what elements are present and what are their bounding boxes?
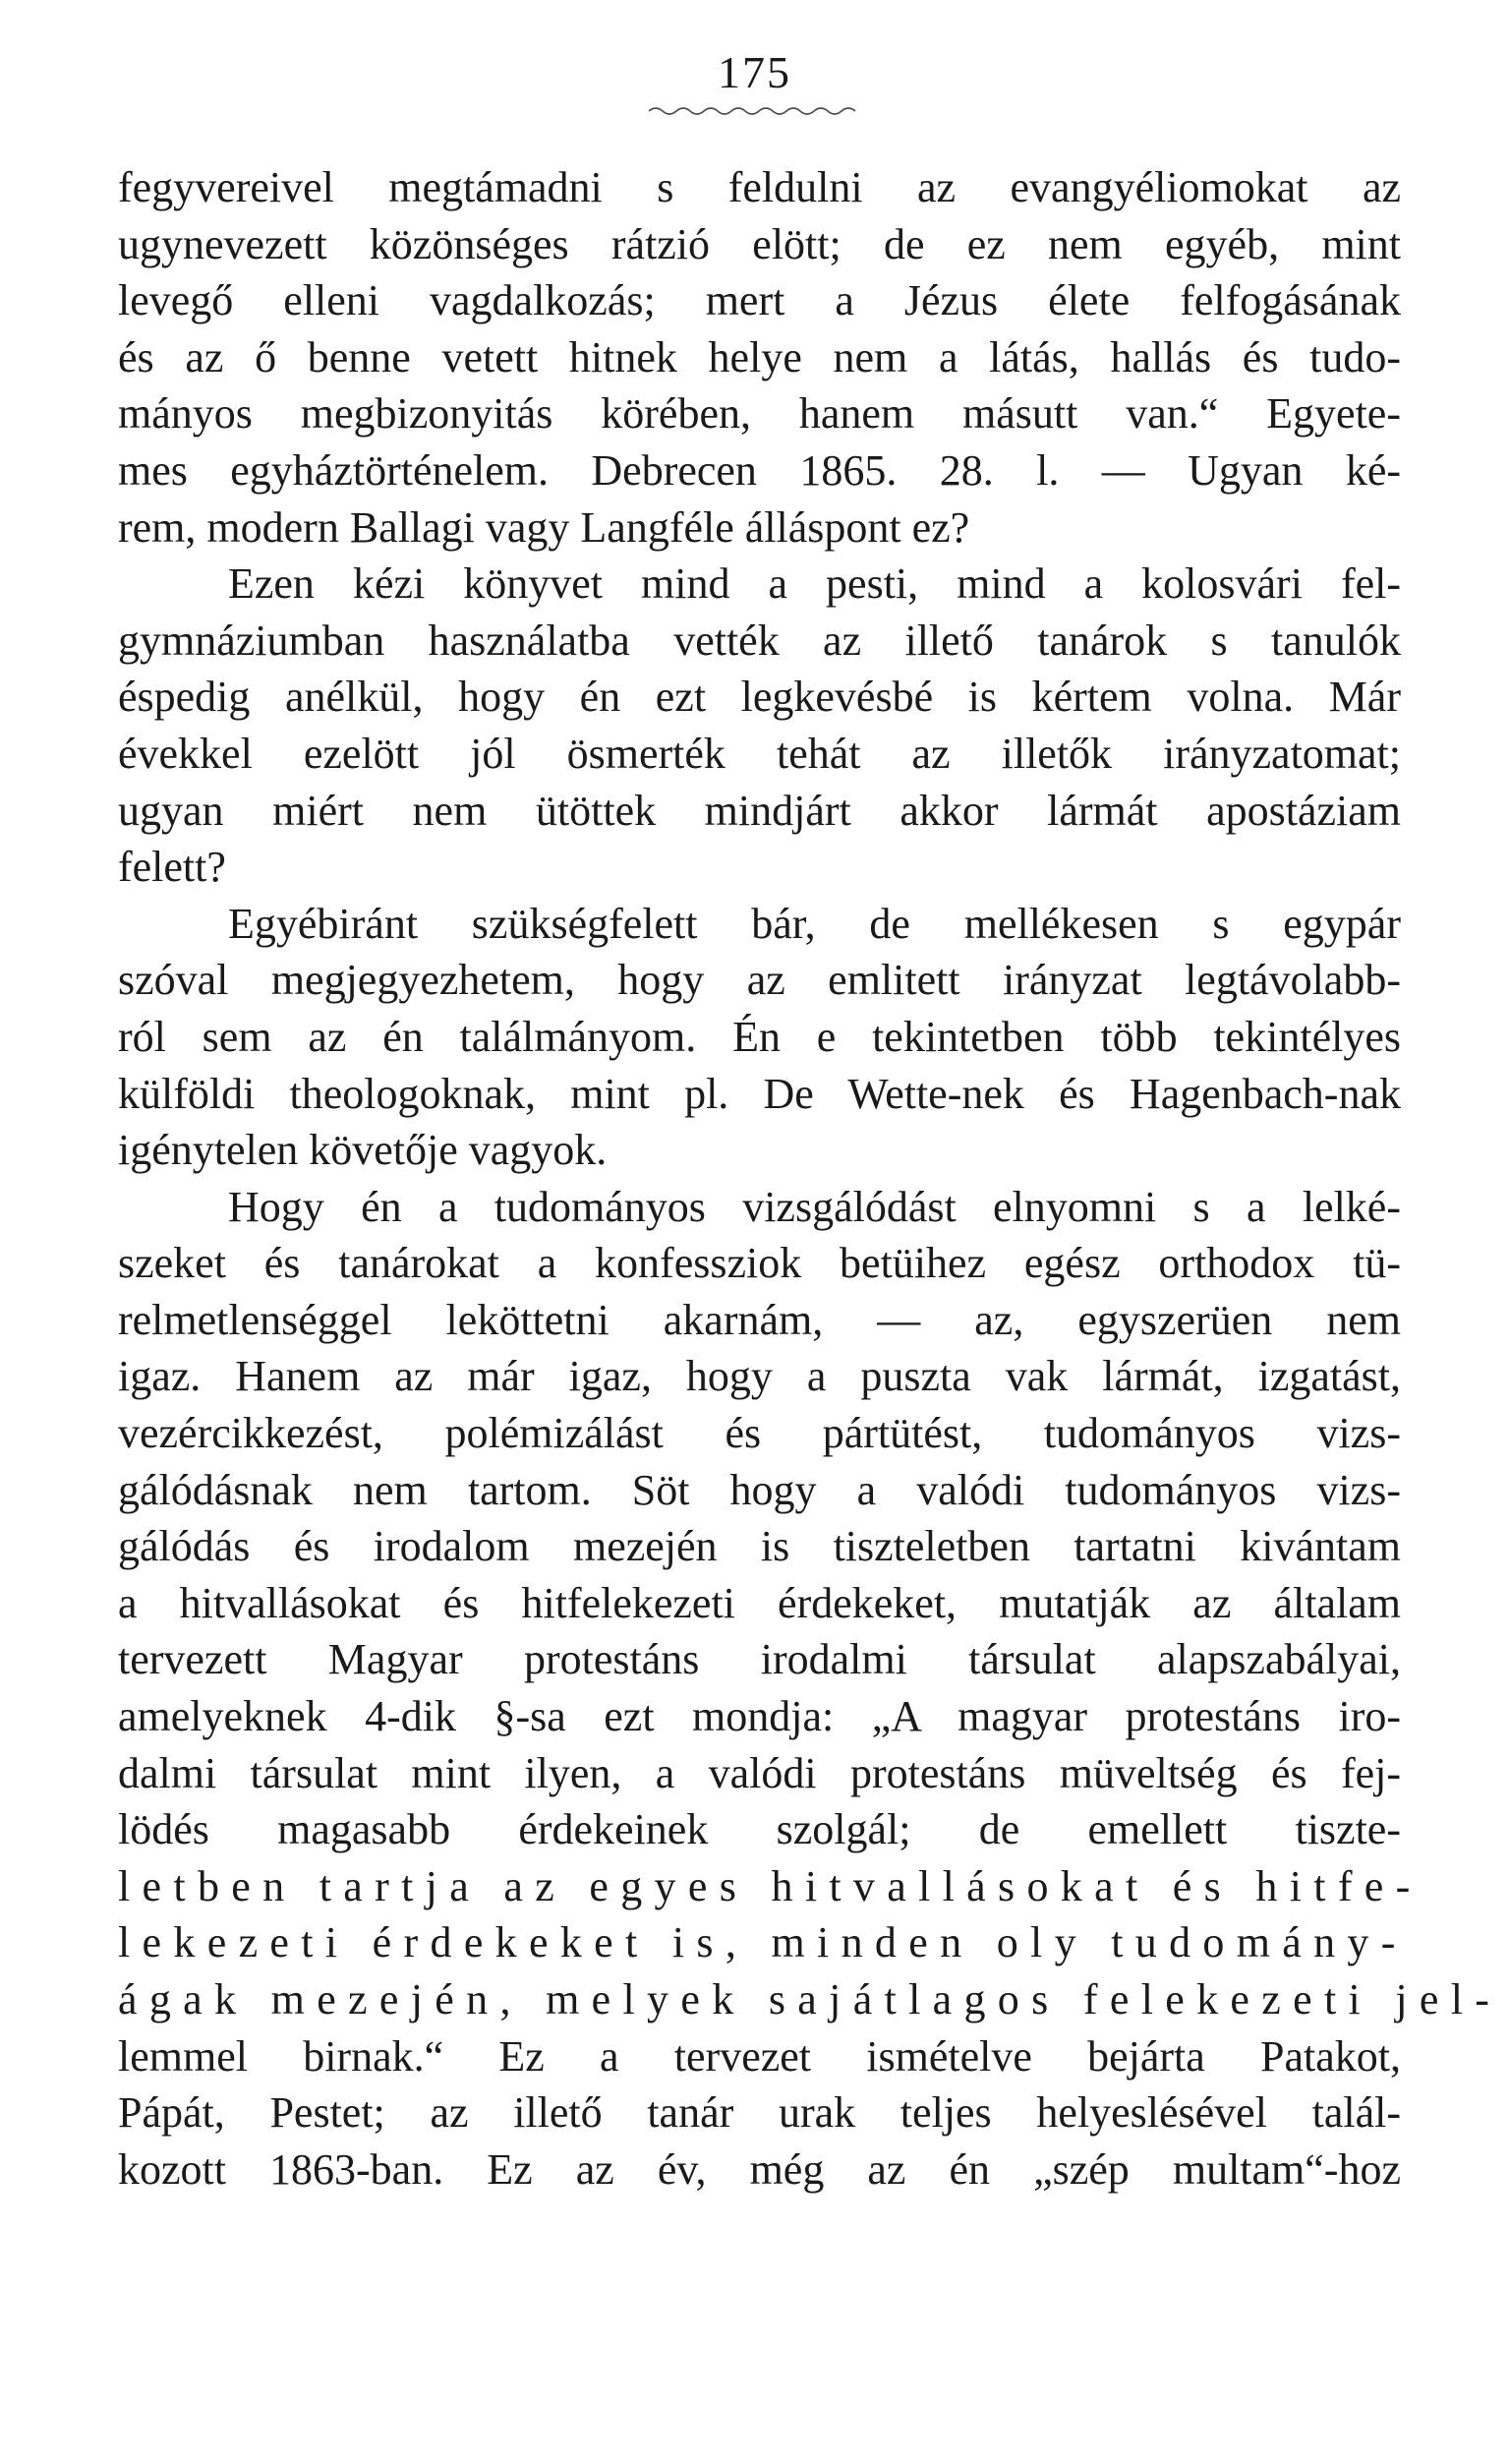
page-header (0, 47, 1509, 118)
page-text (118, 159, 1502, 2198)
text-line: felett? (118, 843, 226, 892)
text-line: dalmi társulat mint ilyen, a valódi protestáns müveltség és fej- (118, 1748, 1401, 1797)
text-line: igaz. Hanem az már igaz, hogy a puszta vak lármát, izgatást, (118, 1352, 1401, 1401)
text-line: kozott 1863-ban. Ez az év, még az én „szép multam“-hoz (118, 2144, 1401, 2194)
text-line: lemmel birnak.“ Ez a tervezet ismételve bejárta Patakot, (118, 2031, 1401, 2081)
text-line: ugynevezett közönséges rátzió elött; de ez nem egyéb, mint (118, 219, 1401, 268)
text-line: ágak mezején, melyek sajátlagos felekezeti jel- (118, 1975, 1502, 2024)
text-line: gymnáziumban használatba vették az illető tanárok s tanulók (118, 616, 1401, 665)
page-number: 175 (718, 47, 791, 97)
text-line: letben tartja az egyes hitvallásokat és hitfe- (118, 1861, 1422, 1910)
text-line: lekezeti érdekeket is, minden oly tudomány- (118, 1918, 1408, 1967)
text-line: éspedig anélkül, hogy én ezt legkevésbé is kértem volna. Már (118, 673, 1401, 722)
text-line: mes egyháztörténelem. Debrecen 1865. 28. l. — Ugyan ké- (118, 445, 1401, 495)
wavy-rule-ornament (647, 104, 863, 118)
text-line: igénytelen követője vagyok. (118, 1126, 608, 1175)
text-line: gálódásnak nem tartom. Söt hogy a valódi tudományos vizs- (118, 1465, 1401, 1514)
text-line: rem, modern Ballagi vagy Langféle álláspont ez? (118, 502, 970, 552)
text-line: szeket és tanárokat a konfessziok betüihez egész orthodox tü- (118, 1239, 1401, 1288)
text-line: fegyvereivel megtámadni s feldulni az evangyéliomokat az (118, 163, 1401, 211)
text-line: mányos megbizonyitás körében, hanem másutt van.“ Egyete- (118, 389, 1401, 439)
text-line: külföldi theologoknak, mint pl. De Wette-nek és Hagenbach-nak (118, 1069, 1401, 1118)
text-line: ról sem az én találmányom. Én e tekintetben több tekintélyes (118, 1012, 1401, 1061)
text-line: lödés magasabb érdekeinek szolgál; de emellett tiszte- (118, 1805, 1401, 1854)
text-line: gálódás és irodalom mezején is tiszteletben tartatni kivántam (118, 1522, 1401, 1571)
text-line: évekkel ezelött jól ösmerték tehát az illetők irányzatomat; (118, 729, 1401, 778)
text-line: Egyébiránt szükségfelett bár, de mellékesen s egypár (228, 899, 1401, 948)
text-line: tervezett Magyar protestáns irodalmi társulat alapszabályai, (118, 1635, 1401, 1684)
text-line: relmetlenséggel leköttetni akarnám, — az, egyszerüen nem (118, 1295, 1401, 1344)
text-line: szóval megjegyezhetem, hogy az emlitett irányzat legtávolabb- (118, 956, 1401, 1005)
text-line: a hitvallásokat és hitfelekezeti érdekeket, mutatják az általam (118, 1578, 1401, 1627)
text-line: és az ő benne vetett hitnek helye nem a látás, hallás és tudo- (118, 332, 1401, 381)
text-line: Ezen kézi könyvet mind a pesti, mind a kolosvári fel- (228, 559, 1401, 609)
text-line: vezércikkezést, polémizálást és pártütést, tudományos vizs- (118, 1409, 1401, 1458)
text-line: ugyan miért nem ütöttek mindjárt akkor lármát apostáziam (118, 786, 1401, 835)
text-line: amelyeknek 4-dik §-sa ezt mondja: „A magyar protestáns iro- (118, 1692, 1401, 1741)
text-line: Pápát, Pestet; az illető tanár urak teljes helyeslésével talál- (118, 2088, 1401, 2138)
text-line: levegő elleni vagdalkozás; mert a Jézus élete felfogásának (118, 276, 1401, 325)
text-line: Hogy én a tudományos vizsgálódást elnyomni s a lelké- (228, 1182, 1401, 1231)
